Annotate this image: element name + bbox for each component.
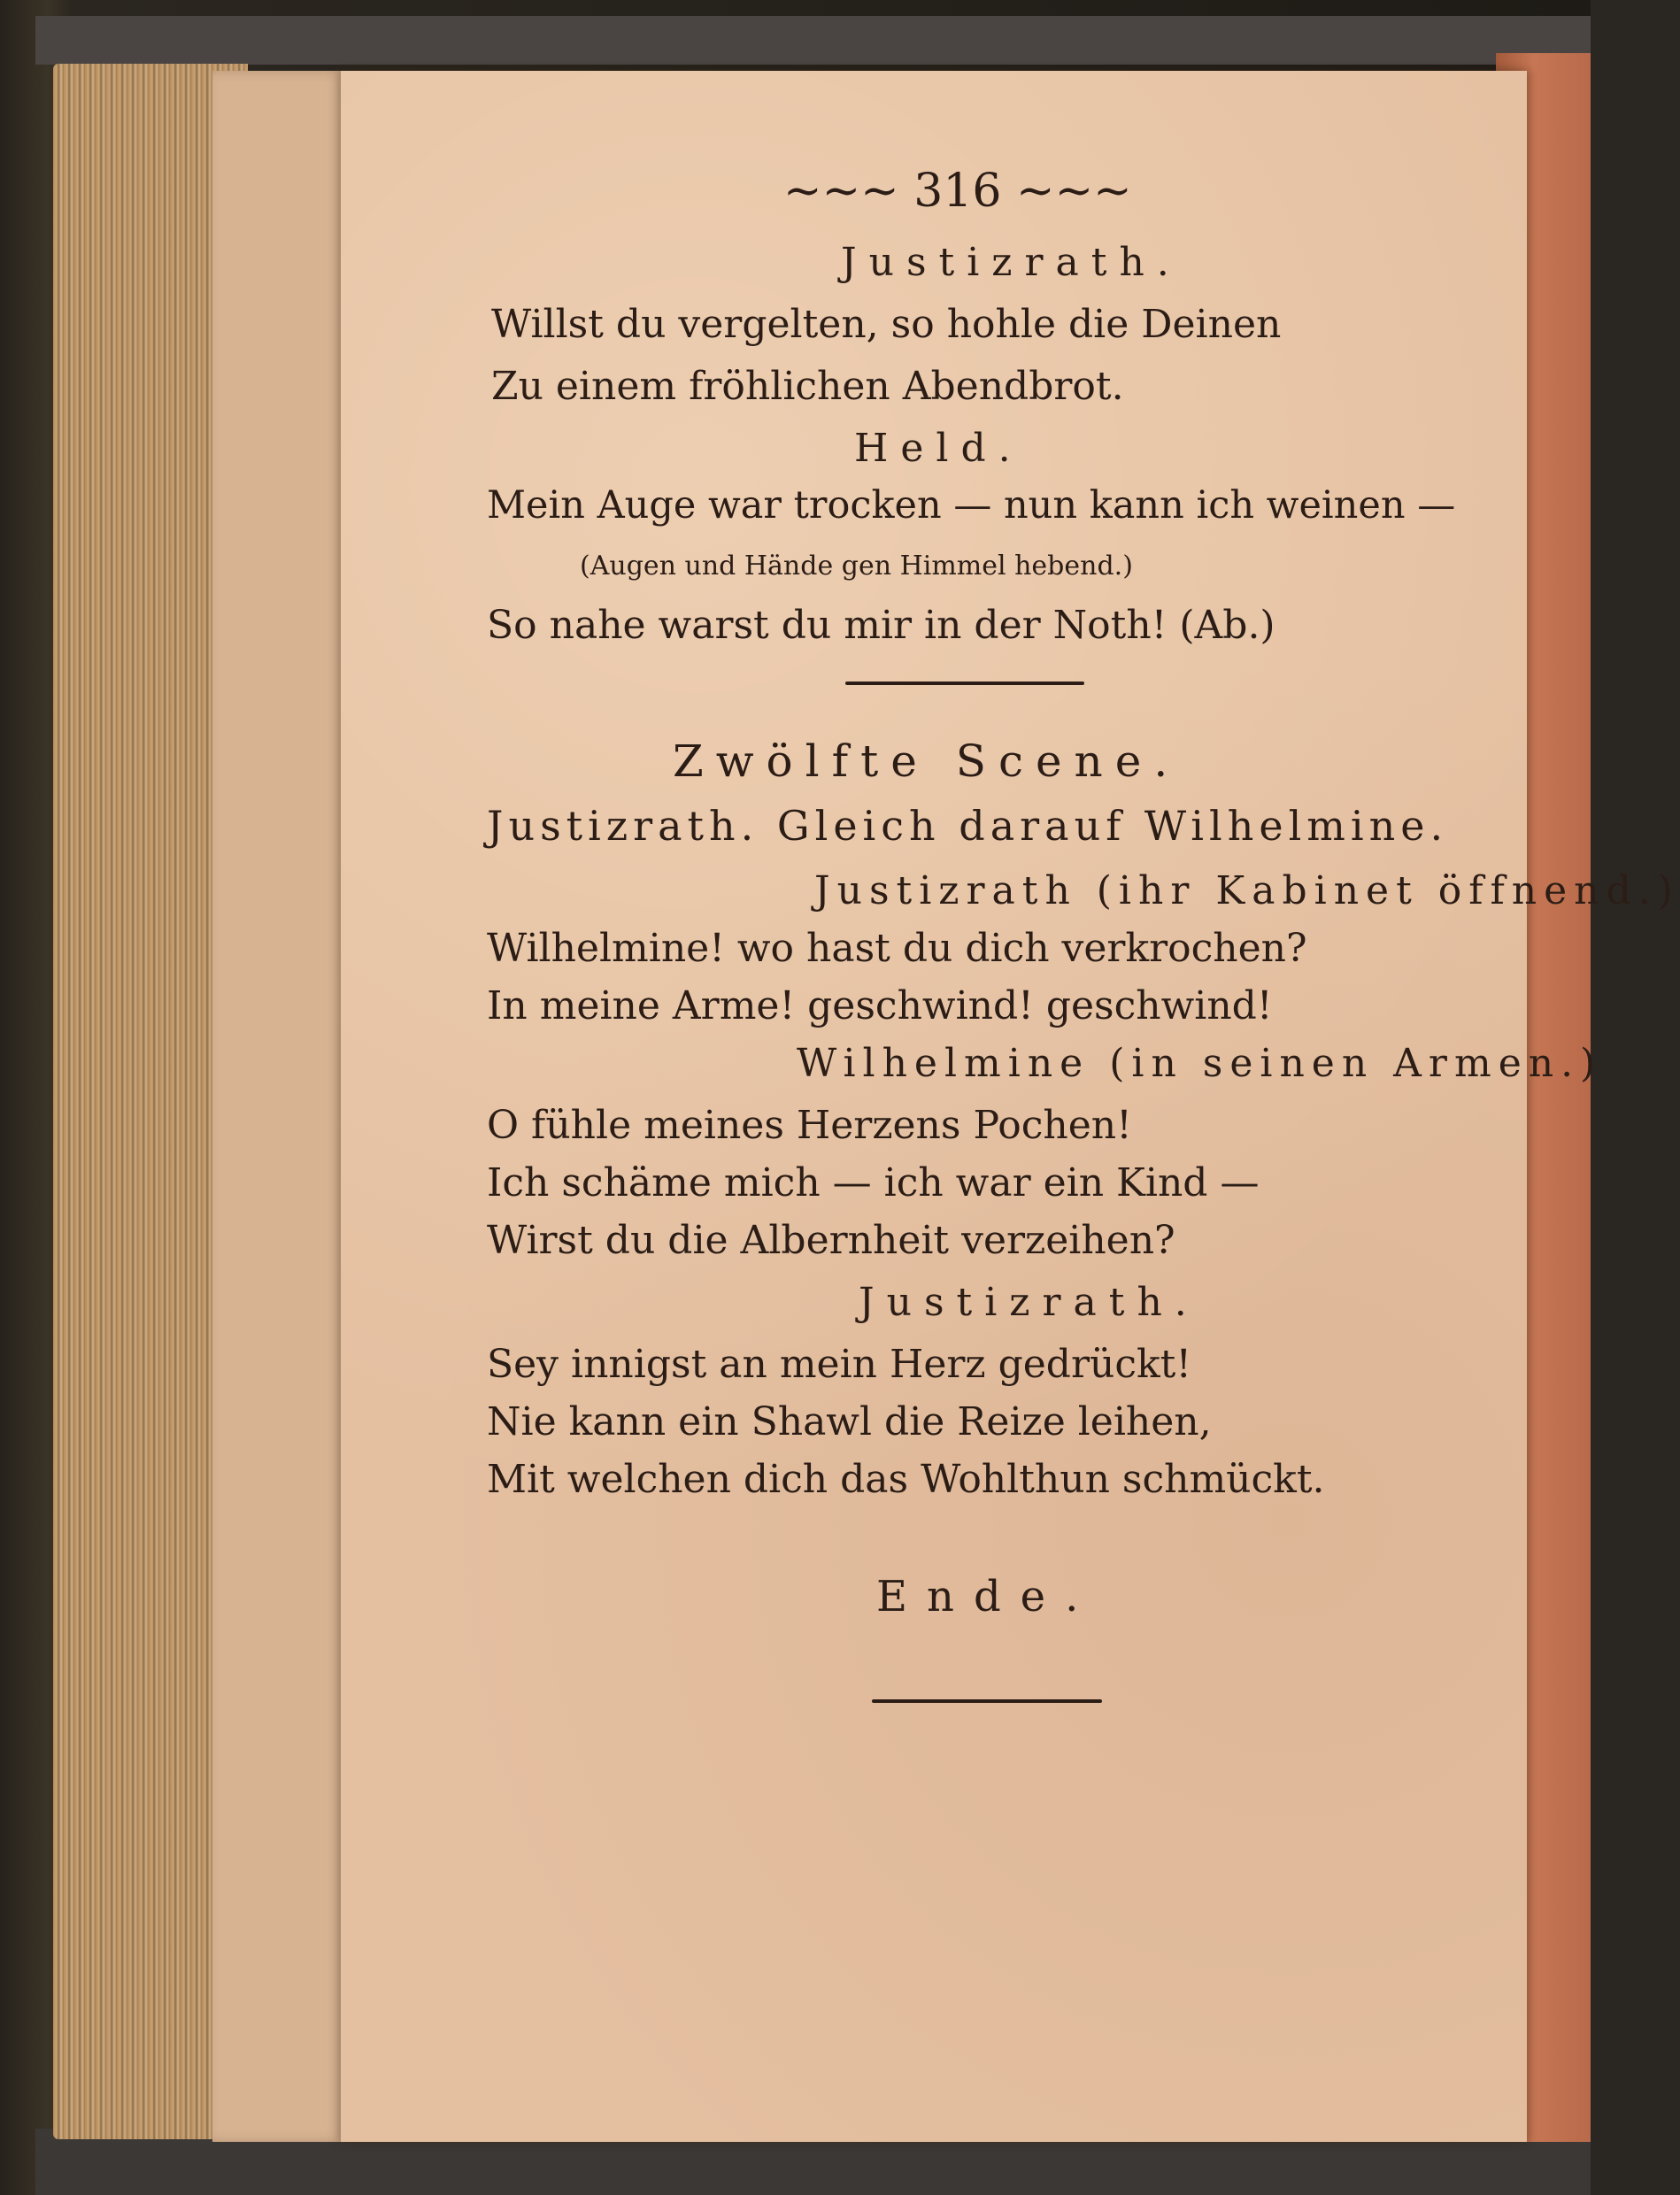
speaker-justizrath: Justizrath (ihr Kabinet öffnend.)	[814, 868, 1680, 913]
verse-line: Wirst du die Albernheit verzeihen?	[487, 1218, 1175, 1263]
speaker-wilhelmine: Wilhelmine (in seinen Armen.)	[797, 1041, 1603, 1086]
stage-direction: (Augen und Hände gen Himmel hebend.)	[580, 551, 1133, 581]
speaker-held: Held.	[854, 426, 1023, 471]
verse-line: In meine Arme! geschwind! geschwind!	[487, 983, 1273, 1028]
verse-line: Nie kann ein Shawl die Reize leihen,	[487, 1399, 1212, 1444]
verse-line: Sey innigst an mein Herz gedrückt!	[487, 1342, 1191, 1387]
scene-title: Zwölfte Scene.	[673, 736, 1181, 787]
ende: Ende.	[876, 1572, 1098, 1621]
book-page	[341, 71, 1680, 2142]
verse-line: So nahe warst du mir in der Noth! (Ab.)	[487, 603, 1275, 648]
end-divider	[872, 1699, 1102, 1703]
verse-line: Zu einem fröhlichen Abendbrot.	[491, 364, 1124, 409]
verse-line: Wilhelmine! wo hast du dich verkrochen?	[487, 926, 1307, 971]
verse-line: O fühle meines Herzens Pochen!	[487, 1103, 1132, 1148]
speaker-justizrath: Justizrath.	[859, 1280, 1199, 1325]
page-text	[341, 71, 1680, 2142]
page-number-header: ~~~ 316 ~~~	[783, 165, 1132, 218]
cover-top-edge	[35, 16, 1591, 65]
verse-line: Mein Auge war trocken — nun kann ich weinen —	[487, 483, 1456, 528]
verse-line: Willst du vergelten, so hohle die Deinen	[491, 302, 1282, 347]
verse-line: Mit welchen dich das Wohlthun schmückt.	[487, 1457, 1325, 1502]
scene-characters: Justizrath. Gleich darauf Wilhelmine.	[487, 802, 1449, 850]
verse-line: Ich schäme mich — ich war ein Kind —	[487, 1160, 1260, 1205]
speaker-justizrath: Justizrath.	[841, 240, 1182, 285]
section-divider	[845, 682, 1084, 685]
